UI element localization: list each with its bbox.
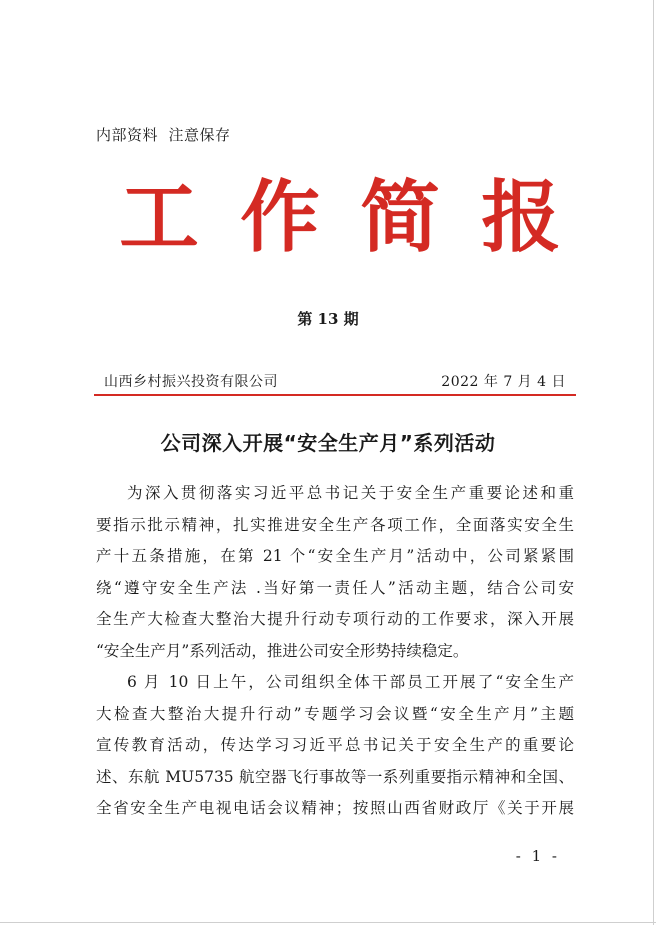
body-line: 宣传教育活动，传达学习习近平总书记关于安全生产的重要论 [96,736,574,754]
body-line: 述、东航 MU5735 航空器飞行事故等一系列重要指示精神和全国、 [96,767,574,786]
body-line: 全生产大检查大整治大提升行动专项行动的工作要求，深入开展 [96,610,574,628]
body-line: 6 月 10 日上午，公司组织全体干部员工开展了“安全生产 [127,673,574,691]
publication-date: 2022 年 7 月 4 日 [441,374,566,390]
body-line: 为深入贯彻落实习近平总书记关于安全生产重要论述和重 [127,484,574,502]
page-edge-right [653,0,654,925]
masthead-char: 简 [360,172,441,263]
issue-number: 第 13 期 [297,310,359,328]
page-edge-bottom [0,922,656,923]
classification-label: 内部资料 注意保存 [96,126,231,144]
body-line: “安全生产月”系列活动，推进公司安全形势持续稳定。 [96,641,469,660]
body-line: 全省安全生产电视电话会议精神；按照山西省财政厅《关于开展 [96,799,574,817]
article-body [96,478,574,825]
masthead-title [120,172,560,264]
masthead-char: 工 [119,172,199,263]
body-line: 大检查大整治大提升行动”专题学习会议暨“安全生产月”主题 [96,704,574,723]
organization-name: 山西乡村振兴投资有限公司 [104,374,278,390]
body-line: 产十五条措施，在第 21 个“安全生产月”活动中，公司紧紧围 [96,547,574,565]
masthead-char: 报 [481,172,561,263]
red-divider-line [94,394,576,396]
article-title: 公司深入开展“安全生产月”系列活动 [160,431,496,455]
masthead-char: 作 [239,172,320,263]
page-number-text: - 1 - [515,847,560,865]
body-line: 要指示批示精神，扎实推进安全生产各项工作，全面落实安全生 [96,515,574,534]
body-line: 绕“遵守安全生产法 .当好第一责任人”活动主题，结合公司安 [96,578,574,597]
page-number [0,846,656,865]
